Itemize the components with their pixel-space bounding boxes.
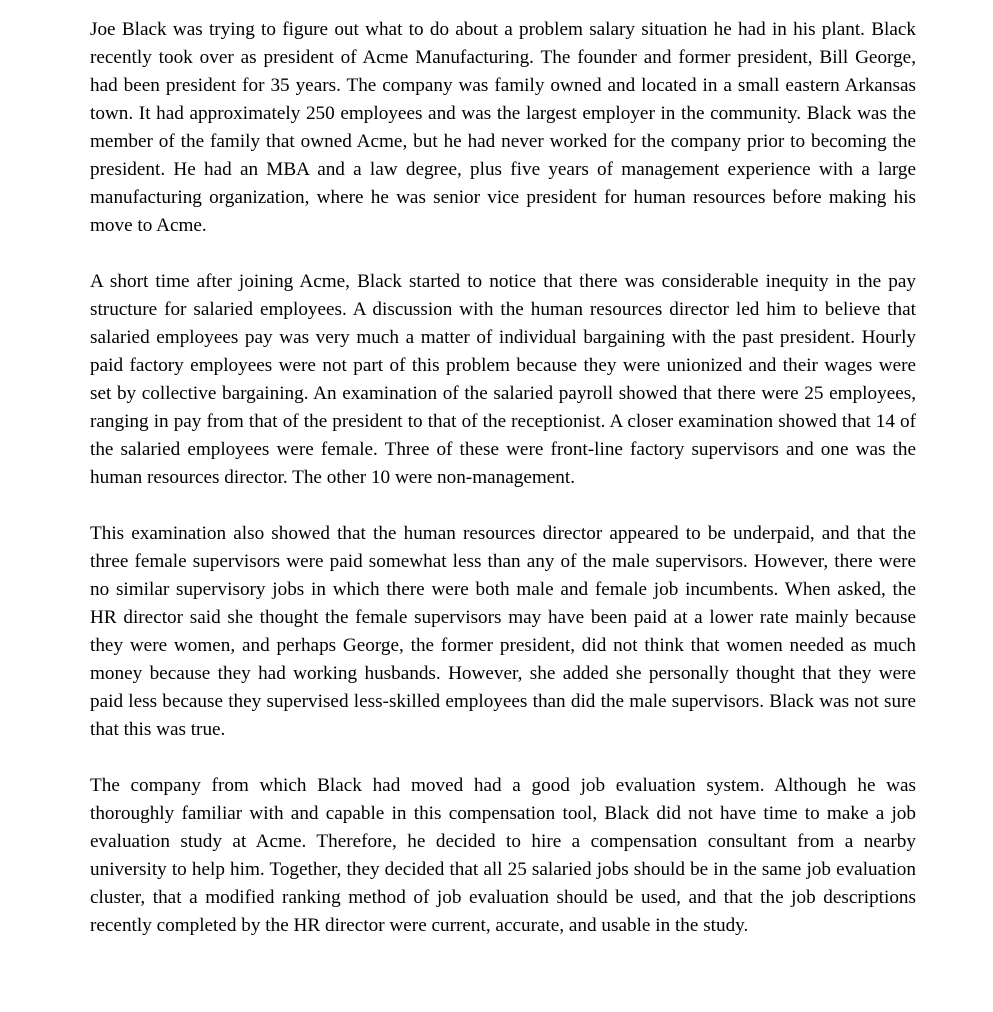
document-page — [90, 16, 916, 940]
paragraph-3: This examination also showed that the human resources director appeared to be underpaid, and that the three female supervisors were paid somewhat less than any of the male supervisors. However, there were no similar supervisory jobs in which there were both male and female job incumbents. When asked, the HR director said she thought the female supervisors may have been paid at a lower rate mainly because they were women, and perhaps George, the former president, did not think that women needed as much money because they had working husbands. However, she added she personally thought that they were paid less because they supervised less-skilled employees than did the male supervisors. Black was not sure that this was true. — [90, 523, 916, 740]
paragraph-4: The company from which Black had moved had a good job evaluation system. Although he was thoroughly familiar with and capable in this compensation tool, Black did not have time to make a job evaluation study at Acme. Therefore, he decided to hire a compensation consultant from a nearby university to help him. Together, they decided that all 25 salaried jobs should be in the same job evaluation cluster, that a modified ranking method of job evaluation should be used, and that the job descriptions recently completed by the HR director were current, accurate, and usable in the study. — [90, 775, 916, 936]
paragraph-1: Joe Black was trying to figure out what to do about a problem salary situation he had in his plant. Black recently took over as president of Acme Manufacturing. The founder and former president, Bill George, had been president for 35 years. The company was family owned and located in a small eastern Arkansas town. It had approximately 250 employees and was the largest employer in the community. Black was the member of the family that owned Acme, but he had never worked for the company prior to becoming the president. He had an MBA and a law degree, plus five years of management experience with a large manufacturing organization, where he was senior vice president for human resources before making his move to Acme. — [90, 19, 916, 236]
paragraph-2: A short time after joining Acme, Black started to notice that there was considerable inequity in the pay structure for salaried employees. A discussion with the human resources director led him to believe that salaried employees pay was very much a matter of individual bargaining with the past president. Hourly paid factory employees were not part of this problem because they were unionized and their wages were set by collective bargaining. An examination of the salaried payroll showed that there were 25 employees, ranging in pay from that of the president to that of the receptionist. A closer examination showed that 14 of the salaried employees were female. Three of these were front-line factory supervisors and one was the human resources director. The other 10 were non-management. — [90, 271, 916, 488]
